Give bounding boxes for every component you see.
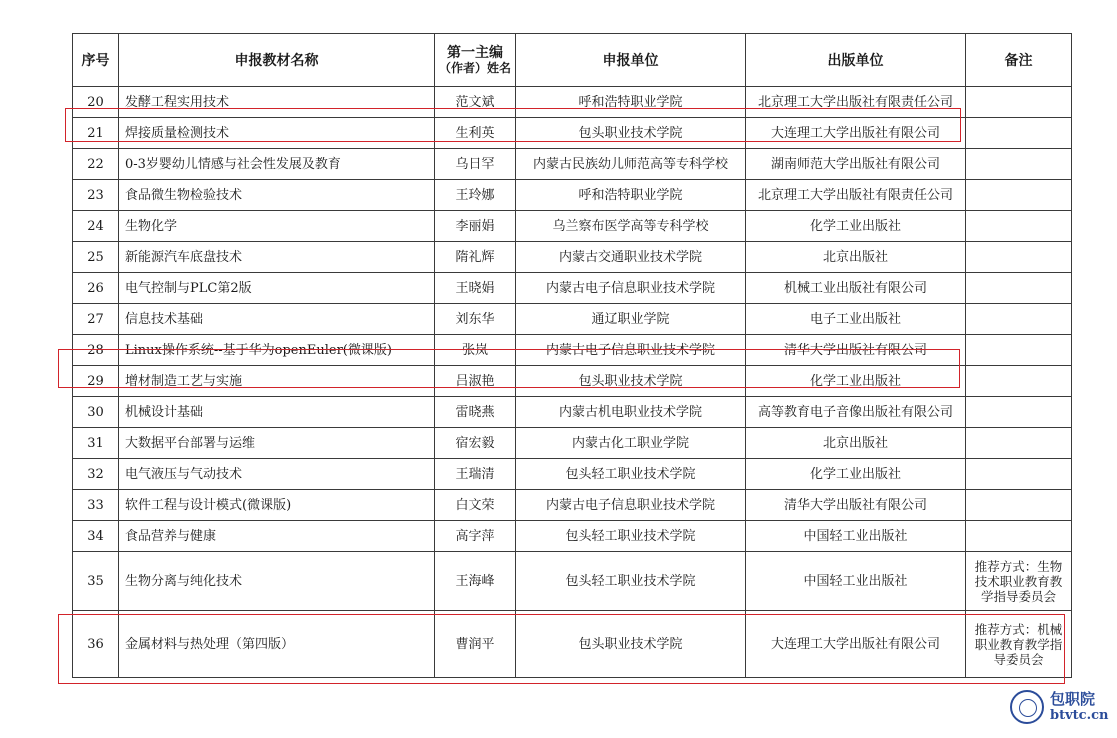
- cell-note: [966, 397, 1072, 428]
- cell-author: 曹润平: [435, 611, 516, 678]
- cell-no: 34: [73, 521, 119, 552]
- cell-no: 33: [73, 490, 119, 521]
- cell-author: 王瑞清: [435, 459, 516, 490]
- table-row: [73, 118, 1072, 149]
- cell-applying-unit: 呼和浩特职业学院: [516, 87, 746, 118]
- cell-textbook-name: 电气控制与PLC第2版: [119, 273, 435, 304]
- cell-author: 乌日罕: [435, 149, 516, 180]
- cell-applying-unit: 包头职业技术学院: [516, 366, 746, 397]
- cell-applying-unit: 包头职业技术学院: [516, 118, 746, 149]
- cell-publisher: 中国轻工业出版社: [746, 552, 966, 611]
- cell-no: 35: [73, 552, 119, 611]
- table-row: [73, 428, 1072, 459]
- cell-textbook-name: 食品微生物检验技术: [119, 180, 435, 211]
- table-row: [73, 180, 1072, 211]
- cell-note: 推荐方式：机械职业教育教学指导委员会: [966, 611, 1072, 678]
- cell-publisher: 大连理工大学出版社有限公司: [746, 611, 966, 678]
- table-row: [73, 304, 1072, 335]
- cell-publisher: 湖南师范大学出版社有限公司: [746, 149, 966, 180]
- college-seal-icon: [1010, 690, 1044, 724]
- cell-textbook-name: 焊接质量检测技术: [119, 118, 435, 149]
- cell-no: 26: [73, 273, 119, 304]
- cell-publisher: 大连理工大学出版社有限公司: [746, 118, 966, 149]
- cell-author: 隋礼辉: [435, 242, 516, 273]
- cell-publisher: 清华大学出版社有限公司: [746, 335, 966, 366]
- cell-publisher: 化学工业出版社: [746, 366, 966, 397]
- cell-note: [966, 521, 1072, 552]
- cell-textbook-name: Linux操作系统--基于华为openEuler(微课版): [119, 335, 435, 366]
- cell-publisher: 北京理工大学出版社有限责任公司: [746, 180, 966, 211]
- table-row: [73, 611, 1072, 678]
- header-author-bottom: （作者）姓名: [439, 61, 512, 75]
- cell-author: 雷晓燕: [435, 397, 516, 428]
- cell-textbook-name: 生物分离与纯化技术: [119, 552, 435, 611]
- table-row: [73, 552, 1072, 611]
- cell-applying-unit: 内蒙古民族幼儿师范高等专科学校: [516, 149, 746, 180]
- cell-note: [966, 242, 1072, 273]
- cell-author: 宿宏毅: [435, 428, 516, 459]
- cell-no: 36: [73, 611, 119, 678]
- table-row: [73, 366, 1072, 397]
- cell-textbook-name: 生物化学: [119, 211, 435, 242]
- cell-note: [966, 335, 1072, 366]
- cell-textbook-name: 0-3岁婴幼儿情感与社会性发展及教育: [119, 149, 435, 180]
- cell-applying-unit: 内蒙古电子信息职业技术学院: [516, 490, 746, 521]
- cell-applying-unit: 包头职业技术学院: [516, 611, 746, 678]
- cell-publisher: 中国轻工业出版社: [746, 521, 966, 552]
- table-body: [73, 87, 1072, 678]
- cell-author: 刘东华: [435, 304, 516, 335]
- cell-applying-unit: 呼和浩特职业学院: [516, 180, 746, 211]
- cell-author: 高字萍: [435, 521, 516, 552]
- cell-no: 29: [73, 366, 119, 397]
- cell-note: [966, 366, 1072, 397]
- header-no: 序号: [73, 34, 119, 87]
- cell-author: 王玲娜: [435, 180, 516, 211]
- cell-author: 王晓娟: [435, 273, 516, 304]
- table-row: [73, 87, 1072, 118]
- cell-author: 张岚: [435, 335, 516, 366]
- cell-no: 23: [73, 180, 119, 211]
- cell-note: [966, 273, 1072, 304]
- cell-no: 24: [73, 211, 119, 242]
- table-row: [73, 211, 1072, 242]
- cell-author: 生利英: [435, 118, 516, 149]
- cell-no: 22: [73, 149, 119, 180]
- cell-no: 31: [73, 428, 119, 459]
- table-row: [73, 149, 1072, 180]
- table-row: [73, 397, 1072, 428]
- cell-note: [966, 149, 1072, 180]
- college-watermark: [1010, 686, 1110, 730]
- cell-applying-unit: 乌兰察布医学高等专科学校: [516, 211, 746, 242]
- header-author-top: 第一主编: [447, 45, 503, 61]
- textbook-application-table: [72, 33, 1072, 678]
- cell-textbook-name: 增材制造工艺与实施: [119, 366, 435, 397]
- table-row: [73, 459, 1072, 490]
- header-textbook-name: 申报教材名称: [119, 34, 435, 87]
- cell-textbook-name: 电气液压与气动技术: [119, 459, 435, 490]
- table-header-row: [73, 34, 1072, 87]
- cell-note: [966, 490, 1072, 521]
- cell-no: 30: [73, 397, 119, 428]
- cell-publisher: 北京出版社: [746, 428, 966, 459]
- cell-publisher: 清华大学出版社有限公司: [746, 490, 966, 521]
- cell-applying-unit: 内蒙古交通职业技术学院: [516, 242, 746, 273]
- cell-author: 范文斌: [435, 87, 516, 118]
- cell-applying-unit: 包头轻工职业技术学院: [516, 459, 746, 490]
- cell-textbook-name: 金属材料与热处理（第四版）: [119, 611, 435, 678]
- cell-publisher: 电子工业出版社: [746, 304, 966, 335]
- cell-publisher: 北京理工大学出版社有限责任公司: [746, 87, 966, 118]
- cell-no: 32: [73, 459, 119, 490]
- cell-applying-unit: 内蒙古电子信息职业技术学院: [516, 273, 746, 304]
- header-note: 备注: [966, 34, 1072, 87]
- cell-note: [966, 118, 1072, 149]
- cell-textbook-name: 新能源汽车底盘技术: [119, 242, 435, 273]
- cell-author: 吕淑艳: [435, 366, 516, 397]
- cell-publisher: 高等教育电子音像出版社有限公司: [746, 397, 966, 428]
- cell-textbook-name: 信息技术基础: [119, 304, 435, 335]
- cell-note: [966, 180, 1072, 211]
- watermark-en-text: btvtc.cn: [1050, 708, 1109, 723]
- cell-publisher: 机械工业出版社有限公司: [746, 273, 966, 304]
- cell-note: [966, 211, 1072, 242]
- cell-no: 25: [73, 242, 119, 273]
- table-row: [73, 242, 1072, 273]
- table-row: [73, 273, 1072, 304]
- watermark-cn-text: 包职院: [1050, 690, 1096, 708]
- cell-textbook-name: 发酵工程实用技术: [119, 87, 435, 118]
- cell-note: [966, 87, 1072, 118]
- header-publisher: 出版单位: [746, 34, 966, 87]
- cell-no: 28: [73, 335, 119, 366]
- cell-note: [966, 459, 1072, 490]
- cell-applying-unit: 通辽职业学院: [516, 304, 746, 335]
- cell-author: 李丽娟: [435, 211, 516, 242]
- header-author: [435, 34, 516, 87]
- cell-publisher: 化学工业出版社: [746, 211, 966, 242]
- cell-note: [966, 428, 1072, 459]
- cell-applying-unit: 内蒙古化工职业学院: [516, 428, 746, 459]
- cell-note: 推荐方式：生物技术职业教育教学指导委员会: [966, 552, 1072, 611]
- cell-publisher: 化学工业出版社: [746, 459, 966, 490]
- cell-applying-unit: 包头轻工职业技术学院: [516, 521, 746, 552]
- cell-publisher: 北京出版社: [746, 242, 966, 273]
- cell-note: [966, 304, 1072, 335]
- cell-applying-unit: 包头轻工职业技术学院: [516, 552, 746, 611]
- cell-applying-unit: 内蒙古机电职业技术学院: [516, 397, 746, 428]
- cell-no: 20: [73, 87, 119, 118]
- cell-applying-unit: 内蒙古电子信息职业技术学院: [516, 335, 746, 366]
- table-row: [73, 490, 1072, 521]
- cell-no: 21: [73, 118, 119, 149]
- header-applying-unit: 申报单位: [516, 34, 746, 87]
- cell-no: 27: [73, 304, 119, 335]
- cell-textbook-name: 大数据平台部署与运维: [119, 428, 435, 459]
- cell-author: 白文荣: [435, 490, 516, 521]
- table-row: [73, 521, 1072, 552]
- cell-textbook-name: 食品营养与健康: [119, 521, 435, 552]
- cell-textbook-name: 软件工程与设计模式(微课版): [119, 490, 435, 521]
- cell-textbook-name: 机械设计基础: [119, 397, 435, 428]
- cell-author: 王海峰: [435, 552, 516, 611]
- table-row: [73, 335, 1072, 366]
